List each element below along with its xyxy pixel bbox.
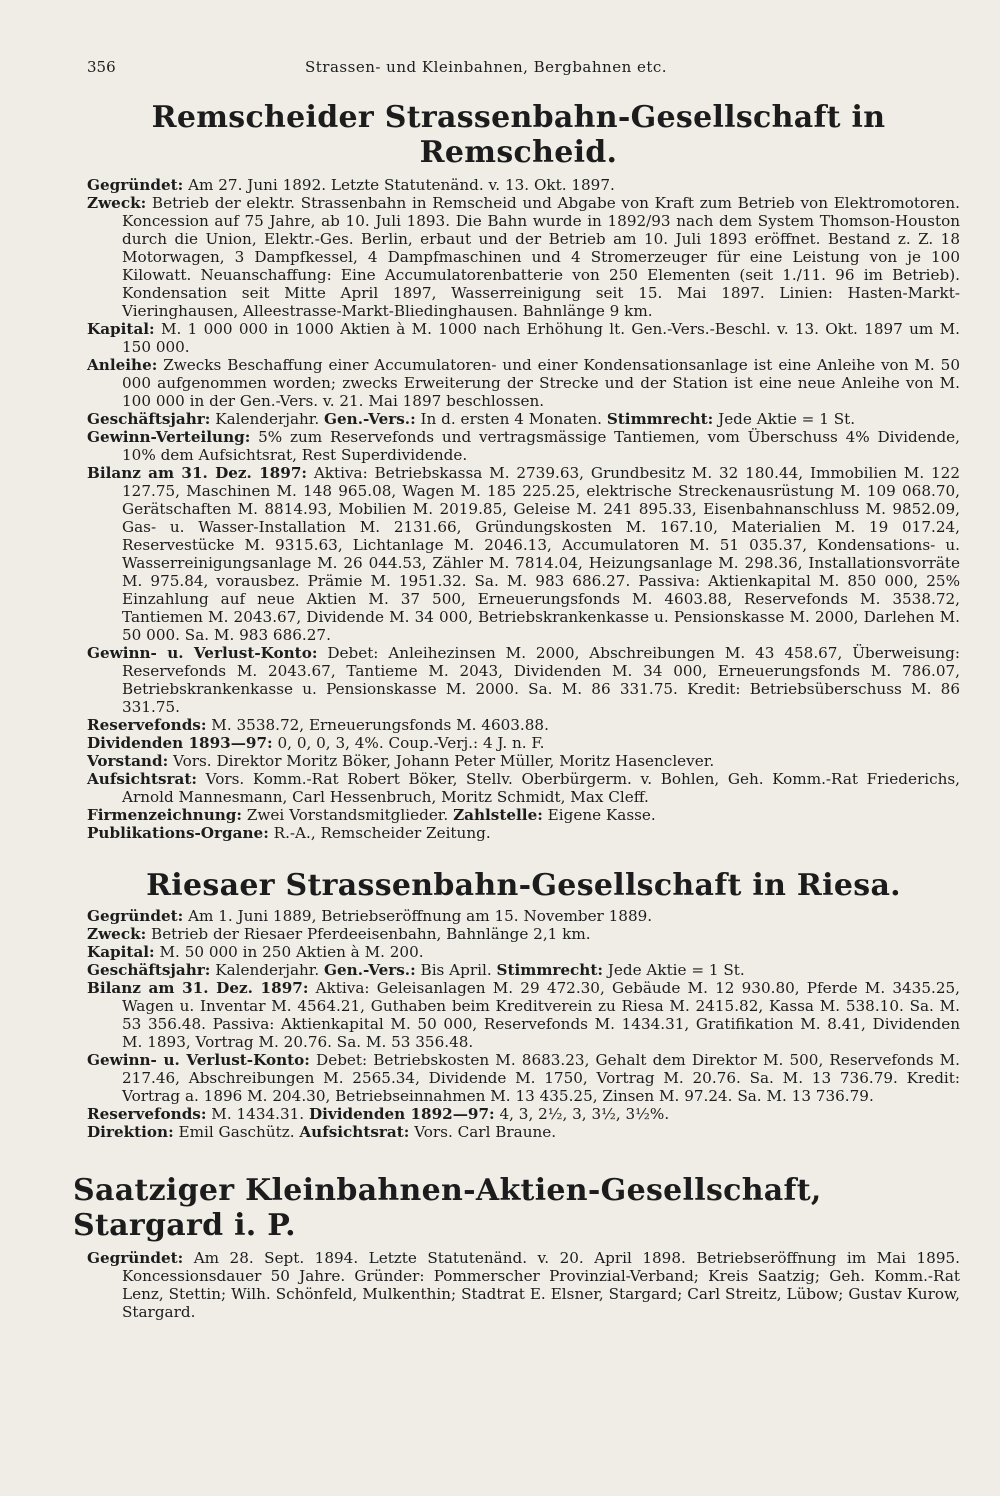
running-head <box>87 58 960 86</box>
entry: Gewinn-Verteilung: 5% zum Reservefonds und vertragsmässige Tantiemen, vom Überschuss 4% Dividende, 10% dem Aufsichtsrat, Rest Superdividende. <box>87 428 960 464</box>
section-remscheid <box>87 176 960 842</box>
entry: Zweck: Betrieb der elektr. Strassenbahn in Remscheid und Abgabe von Kraft zum Betrieb von Elektromotoren. Koncession auf 75 Jahre, ab 10. Juli 1893. Die Bahn wurde in 1892/93 nach dem System Thomson-Houston durch die Union, Elektr.-Ges. Berlin, erbaut und der Betrieb am 10. Juli 1893 eröffnet. Bestand z. Z. 18 Motorwagen, 3 Dampfkessel, 4 Dampfmaschinen und 4 Stromerzeuger für eine Leistung von je 100 Kilowatt. Neuanschaffung: Eine Accumulatorenbatterie von 250 Elementen (seit 1./11. 96 im Betrieb). Kondensation seit Mitte April 1897, Wasserreinigung seit 15. Mai 1897. Linien: Hasten-Markt-Vieringhausen, Alleestrasse-Markt-Bliedinghausen. Bahnlänge 9 km. <box>87 194 960 320</box>
entry: Reservefonds: M. 1434.31. Dividenden 1892—97: 4, 3, 2½, 3, 3½, 3½%. <box>87 1105 670 1123</box>
entry: Vorstand: Vors. Direktor Moritz Böker, Johann Peter Müller, Moritz Hasenclever. <box>87 752 715 770</box>
entry: Reservefonds: M. 3538.72, Erneuerungsfonds M. 4603.88. <box>87 716 549 734</box>
entry: Gegründet: Am 27. Juni 1892. Letzte Statutenänd. v. 13. Okt. 1897. <box>87 176 615 194</box>
entry: Gewinn- u. Verlust-Konto: Debet: Betriebskosten M. 8683.23, Gehalt dem Direktor M. 500, Reservefonds M. 217.46, Abschreibungen M. 2565.34, Dividende M. 1750, Vortrag M. 20.76. Sa. M. 13 736.79. Kredit: Vortrag a. 1896 M. 204.30, Betriebseinnahmen M. 13 435.25, Zinsen M. 97.24. Sa. M. 13 736.79. <box>87 1051 960 1105</box>
running-title: Strassen- und Kleinbahnen, Bergbahnen etc. <box>305 58 668 76</box>
entry: Gegründet: Am 28. Sept. 1894. Letzte Statutenänd. v. 20. April 1898. Betriebseröffnung im Mai 1895. Koncessionsdauer 50 Jahre. Gründer: Pommerscher Provinzial-Verband; Kreis Saatzig; Geh. Komm.-Rat Lenz, Stettin; Wilh. Schönfeld, Mulkenthin; Stadtrat E. Elsner, Stargard; Carl Streitz, Lübow; Gustav Kurow, Stargard. <box>87 1249 960 1321</box>
entry: Gewinn- u. Verlust-Konto: Debet: Anleihezinsen M. 2000, Abschreibungen M. 43 458.67, Überweisung: Reservefonds M. 2043.67, Tantieme M. 2043, Dividenden M. 34 000, Erneuerungsfonds M. 786.07, Betriebskrankenkasse u. Pensionskasse M. 2000. Sa. M. 86 331.75. Kredit: Betriebsüberschuss M. 86 331.75. <box>87 644 961 716</box>
entry: Dividenden 1893—97: 0, 0, 0, 3, 4%. Coup.-Verj.: 4 J. n. F. <box>87 734 545 752</box>
section-riesa <box>87 907 960 1141</box>
entry: Aufsichtsrat: Vors. Komm.-Rat Robert Böker, Stellv. Oberbürgerm. v. Bohlen, Geh. Komm.-Rat Friederichs, Arnold Mannesmann, Carl Hessenbruch, Moritz Schmidt, Max Cleff. <box>87 770 960 806</box>
entry: Bilanz am 31. Dez. 1897: Aktiva: Geleisanlagen M. 29 472.30, Gebäude M. 12 930.80, Pferde M. 3435.25, Wagen u. Inventar M. 4564.21, Guthaben beim Kreditverein zu Riesa M. 2415.82, Kassa M. 538.10. Sa. M. 53 356.48. Passiva: Aktienkapital M. 50 000, Reservefonds M. 1434.31, Gratifikation M. 8.41, Dividenden M. 1893, Vortrag M. 20.76. Sa. M. 53 356.48. <box>87 979 960 1051</box>
section-title-remscheid: Remscheider Strassenbahn-Gesellschaft in Remscheid. <box>151 100 886 170</box>
entry: Bilanz am 31. Dez. 1897: Aktiva: Betriebskassa M. 2739.63, Grundbesitz M. 32 180.44, Immobilien M. 122 127.75, Maschinen M. 148 965.08, Wagen M. 185 225.25, elektrische Streckenausrüstung M. 109 068.70, Gerätschaften M. 8814.93, Mobilien M. 2019.85, Geleise M. 241 895.33, Eisenbahnanschluss M. 9852.09, Gas- u. Wasser-Installation M. 2131.66, Gründungskosten M. 167.10, Materialien M. 19 017.24, Reservestücke M. 9315.63, Lichtanlage M. 2046.13, Accumulatoren M. 51 035.37, Kondensations- u. Wasserreinigungsanlage M. 26 044.53, Zähler M. 7814.04, Heizungsanlage M. 298.36, Installationsvorräte M. 975.84, vorausbez. Prämie M. 1951.32. Sa. M. 983 686.27. Passiva: Aktienkapital M. 850 000, 25% Einzahlung auf neue Aktien M. 37 500, Erneuerungsfonds M. 4603.88, Reservefonds M. 3538.72, Tantiemen M. 2043.67, Dividende M. 34 000, Betriebskrankenkasse u. Pensionskasse M. 2000, Darlehen M. 50 000. Sa. M. 983 686.27. <box>87 464 960 644</box>
entry: Kapital: M. 1 000 000 in 1000 Aktien à M. 1000 nach Erhöhung lt. Gen.-Vers.-Beschl. v. 13. Okt. 1897 um M. 150 000. <box>87 320 960 356</box>
entry: Publikations-Organe: R.-A., Remscheider Zeitung. <box>87 824 491 842</box>
entry: Gegründet: Am 1. Juni 1889, Betriebseröffnung am 15. November 1889. <box>87 907 653 925</box>
entry: Geschäftsjahr: Kalenderjahr. Gen.-Vers.: In d. ersten 4 Monaten. Stimmrecht: Jede Aktie = 1 St. <box>87 410 856 428</box>
entry: Anleihe: Zwecks Beschaffung einer Accumulatoren- und einer Kondensationsanlage ist eine Anleihe von M. 50 000 aufgenommen worden; zwecks Erweiterung der Strecke und der Station ist eine neue Anleihe von M. 100 000 in der Gen.-Vers. v. 21. Mai 1897 beschlossen. <box>87 356 960 410</box>
section-stargard <box>87 1249 960 1321</box>
entry: Kapital: M. 50 000 in 250 Aktien à M. 200. <box>87 943 424 961</box>
section-title-riesa: Riesaer Strassenbahn-Gesellschaft in Riesa. <box>146 868 901 903</box>
page-number: 356 <box>87 58 116 76</box>
section-title-stargard: Saatziger Kleinbahnen-Aktien-Gesellschaft, Stargard i. P. <box>73 1173 822 1243</box>
entry: Geschäftsjahr: Kalenderjahr. Gen.-Vers.: Bis April. Stimmrecht: Jede Aktie = 1 St. <box>87 961 745 979</box>
entry: Direktion: Emil Gaschütz. Aufsichtsrat: Vors. Carl Braune. <box>87 1123 557 1141</box>
entry: Firmenzeichnung: Zwei Vorstandsmitglieder. Zahlstelle: Eigene Kasse. <box>87 806 656 824</box>
entry: Zweck: Betrieb der Riesaer Pferdeeisenbahn, Bahnlänge 2,1 km. <box>87 925 591 943</box>
